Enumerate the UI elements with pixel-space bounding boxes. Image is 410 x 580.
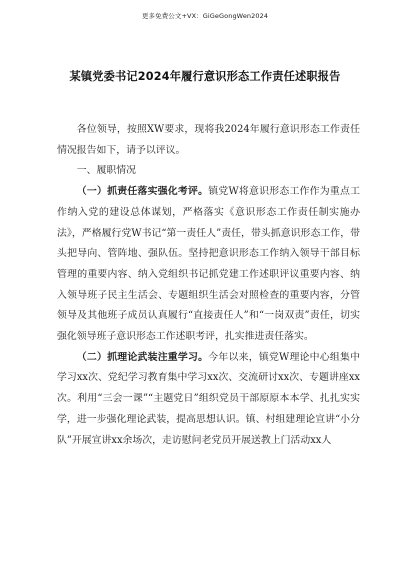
section-1-subheading: （一）抓责任落实强化考评。 [76,186,209,198]
section-1-text: 镇党W将意识形态工作作为重点工作纳入党的建设总体谋划，严格落实《意识形态工作责任制实施办法》，严格履行党W书记“第一责任人”责任，带头抓意识形态工作，带头把导向、管阵地、强队伍。坚持把意识形态工作纳入领导干部目标管理的重要内容、纳入党组织书记抓党建工作述职评议重要内容、纳入领导班子民主生活会、专题组织生活会对照检查的重要内容，分管领导及其他班子成员认真履行“直接责任人”和“一岗双责”责任，切实强化领导班子意识形态工作述职考评，扎实推进责任落实。 [57,186,360,343]
section-2-text: 今年以来，镇党W理论中心组集中学习xx次、党纪学习教育集中学习xx次、交流研讨xx次、专题讲座xx次。利用“三会一课”“主题党日”组织党员干部原原本本学、扎扎实实学，进一步强化理论武装，提高思想认识。镇、村组建理论宣讲“小分队”开展宣讲xx余场次，走访慰问老党员开展送教上门活动xx人 [57,351,360,446]
section-2-paragraph [57,348,360,452]
page-header-note: 更多免费公文+VX：GiGeGongWen2024 [141,12,269,20]
document-title: 某镇党委书记2024年履行意识形态工作责任述职报告 [69,70,341,83]
section-heading: 一、履职情况 [76,165,137,177]
section-2-subheading: （二）抓理论武装注重学习。 [76,351,209,363]
section-1-paragraph [57,182,360,348]
document-body [57,120,360,451]
opening-paragraph: 各位领导，按照XW要求，现将我2024年履行意识形态工作责任情况报告如下，请予以评议。 [57,124,360,156]
